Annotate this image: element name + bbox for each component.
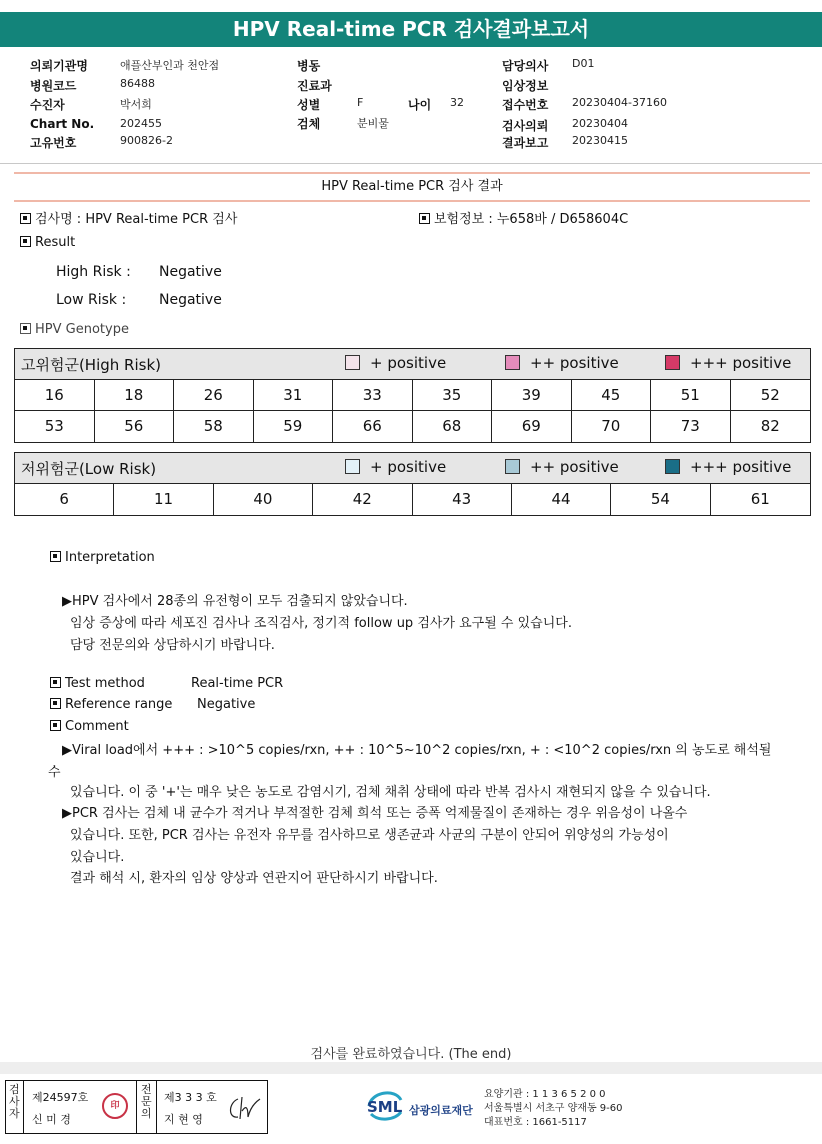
receipt-no-label: 접수번호 — [502, 98, 549, 112]
unique-no-value: 900826-2 — [120, 134, 173, 147]
test-method-value: Real-time PCR — [191, 676, 284, 691]
comment-line: 있습니다. 또한, PCR 검사는 유전자 유무를 검사하므로 생존균과 사균의 구분이 안되어 위양성의 가능성이 — [70, 828, 669, 843]
bullet-square-icon — [20, 213, 31, 224]
sex-label: 성별 — [297, 98, 321, 112]
high-risk-grid — [15, 380, 810, 442]
low-risk-title: 저위험군(Low Risk) — [21, 460, 157, 478]
section-title: HPV Real-time PCR 검사 결과 — [14, 172, 810, 202]
legend-swatch-icon — [505, 459, 520, 474]
org-line: 서울특별시 서초구 양재동 9-60 — [484, 1103, 623, 1114]
high-risk-header — [15, 349, 810, 380]
sex-value: F — [357, 96, 364, 109]
high-risk-label: High Risk : — [56, 264, 131, 280]
org-line: 대표번호 : 1661-5117 — [484, 1117, 587, 1128]
specimen-label: 검체 — [297, 117, 321, 131]
receipt-no-value: 20230404-37160 — [572, 96, 667, 109]
legend-plus-plus — [505, 354, 619, 372]
logo-text: SML — [367, 1098, 403, 1116]
genotype-cell: 42 — [313, 484, 412, 515]
legend-plus — [345, 458, 446, 476]
comment-label: Comment — [65, 719, 129, 734]
high-risk-table — [14, 348, 811, 443]
request-date-value: 20230404 — [572, 117, 628, 130]
specimen-value: 분비물 — [357, 117, 389, 130]
low-risk-grid — [15, 484, 810, 515]
comment-line: 결과 해석 시, 환자의 임상 양상과 연관지어 판단하시기 바랍니다. — [70, 871, 438, 886]
tester-label: 검사자 — [9, 1083, 20, 1120]
legend-plus-plus-plus — [665, 458, 791, 476]
legend-label: +++ positive — [690, 458, 792, 476]
org-info — [484, 1088, 623, 1130]
genotype-cell: 59 — [254, 411, 334, 442]
ward-label: 병동 — [297, 59, 321, 73]
reference-label: Reference range — [65, 697, 173, 712]
hospital-name-label: 의뢰기관명 — [30, 59, 88, 73]
org-name: 삼광의료재단 — [409, 1104, 473, 1117]
report-date-label: 결과보고 — [502, 136, 549, 150]
high-risk-value: Negative — [159, 264, 222, 280]
genotype-cell: 66 — [333, 411, 413, 442]
genotype-cell: 40 — [214, 484, 313, 515]
interpretation-line: 담당 전문의와 상담하시기 바랍니다. — [70, 638, 275, 653]
comment-line: ▶PCR 검사는 검체 내 균수가 적거나 부적절한 검체 희석 또는 증폭 억제물질이 존재하는 경우 위음성이 나올수 — [62, 806, 688, 821]
genotype-cell: 53 — [15, 411, 95, 442]
legend-swatch-icon — [665, 459, 680, 474]
genotype-cell: 18 — [95, 380, 175, 411]
result-heading — [20, 235, 75, 250]
genotype-cell: 45 — [572, 380, 652, 411]
tester-license: 제24597호 — [32, 1091, 89, 1104]
tester-name: 신 미 경 — [32, 1113, 71, 1126]
comment-line: 있습니다. 이 중 '+'는 매우 낮은 농도로 감염시기, 검체 채취 상태에 따라 반복 검사시 재현되지 않을 수 있습니다. — [70, 785, 711, 800]
genotype-heading — [20, 322, 129, 337]
patient-name-label: 수진자 — [30, 98, 65, 112]
bullet-square-icon — [20, 236, 31, 247]
low-risk-table — [14, 452, 811, 516]
org-line: 요양기관 : 1 1 3 6 5 2 0 0 — [484, 1089, 606, 1100]
divider — [156, 1081, 157, 1133]
chart-no-label: Chart No. — [30, 117, 95, 131]
test-name — [20, 208, 237, 227]
hospital-code-value: 86488 — [120, 77, 155, 90]
hospital-code-label: 병원코드 — [30, 79, 77, 93]
header-divider — [0, 163, 822, 164]
test-name-text: 검사명 : HPV Real-time PCR 검사 — [35, 212, 238, 227]
low-risk-value: Negative — [159, 292, 222, 308]
reference-range — [50, 697, 172, 712]
bullet-square-icon — [20, 323, 31, 334]
doctor-label: 담당의사 — [502, 59, 549, 73]
genotype-cell: 69 — [492, 411, 572, 442]
hospital-name-value: 애플산부인과 천안점 — [120, 59, 220, 72]
comment-line: ▶Viral load에서 +++ : >10^5 copies/rxn, ++ : 10^5~10^2 copies/rxn, + : <10^2 copies/rxn 의 농도로 해석될 — [62, 743, 772, 758]
unique-no-label: 고유번호 — [30, 136, 77, 150]
genotype-cell: 51 — [651, 380, 731, 411]
signature-icon — [224, 1093, 264, 1123]
genotype-cell: 11 — [114, 484, 213, 515]
clinical-info-label: 임상정보 — [502, 79, 549, 93]
doctor-label: 전문의 — [141, 1083, 152, 1120]
age-label: 나이 — [408, 98, 432, 112]
low-risk-label: Low Risk : — [56, 292, 127, 308]
signature-box — [5, 1080, 268, 1134]
legend-label: + positive — [370, 354, 447, 372]
genotype-cell: 43 — [413, 484, 512, 515]
reference-value: Negative — [197, 697, 256, 712]
genotype-cell: 82 — [760, 417, 780, 435]
genotype-cell: 35 — [413, 380, 493, 411]
result-label: Result — [35, 235, 76, 250]
insurance-text: 보험정보 : 누658바 / D658604C — [434, 212, 629, 227]
divider — [136, 1081, 137, 1133]
report-title: HPV Real-time PCR 검사결과보고서 — [0, 12, 822, 47]
genotype-cell: 54 — [611, 484, 710, 515]
interpretation-label: Interpretation — [65, 550, 155, 565]
test-method — [50, 676, 145, 691]
genotype-cell: 31 — [254, 380, 334, 411]
genotype-cell: 33 — [333, 380, 413, 411]
chart-no-value: 202455 — [120, 117, 162, 130]
comment-line: 수 — [48, 765, 61, 780]
genotype-cell: 58 — [174, 411, 254, 442]
sml-logo — [365, 1086, 480, 1126]
genotype-cell: 56 — [95, 411, 175, 442]
request-date-label: 검사의뢰 — [502, 119, 549, 133]
legend-label: ++ positive — [530, 458, 619, 476]
low-risk-header — [15, 453, 810, 484]
genotype-cell: 73 — [651, 411, 731, 442]
end-text: 검사를 완료하였습니다. (The end) — [310, 1047, 512, 1062]
genotype-cell: 6 — [15, 484, 114, 515]
legend-swatch-icon — [665, 355, 680, 370]
genotype-cell: 39 — [492, 380, 572, 411]
bullet-square-icon — [50, 677, 61, 688]
interpretation-line: 임상 증상에 따라 세포진 검사나 조직검사, 정기적 follow up 검사가 요구될 수 있습니다. — [70, 616, 572, 631]
legend-label: ++ positive — [530, 354, 619, 372]
genotype-cell: 44 — [512, 484, 611, 515]
genotype-cell: 52 — [731, 380, 811, 411]
report-date-value: 20230415 — [572, 134, 628, 147]
footer-band — [0, 1062, 822, 1074]
legend-label: +++ positive — [690, 354, 792, 372]
legend-swatch-icon — [345, 459, 360, 474]
genotype-cell: 61 — [750, 490, 770, 508]
bullet-square-icon — [50, 551, 61, 562]
legend-swatch-icon — [505, 355, 520, 370]
bullet-square-icon — [50, 698, 61, 709]
legend-plus-plus-plus — [665, 354, 791, 372]
test-method-label: Test method — [65, 676, 145, 691]
divider — [23, 1081, 24, 1133]
bullet-square-icon — [50, 720, 61, 731]
legend-label: + positive — [370, 458, 447, 476]
insurance-info — [419, 208, 628, 227]
legend-plus — [345, 354, 446, 372]
doctor-value: D01 — [572, 57, 595, 70]
genotype-cell: 16 — [15, 380, 95, 411]
genotype-cell: 70 — [572, 411, 652, 442]
age-value: 32 — [450, 96, 464, 109]
interpretation-line: ▶HPV 검사에서 28종의 유전형이 모두 검출되지 않았습니다. — [62, 594, 408, 609]
bullet-square-icon — [419, 213, 430, 224]
genotype-label: HPV Genotype — [35, 322, 129, 337]
legend-swatch-icon — [345, 355, 360, 370]
legend-plus-plus — [505, 458, 619, 476]
interpretation-heading — [50, 550, 155, 565]
genotype-cell: 26 — [174, 380, 254, 411]
high-risk-title: 고위험군(High Risk) — [21, 356, 161, 374]
comment-line: 있습니다. — [70, 850, 125, 865]
doctor-name: 지 현 영 — [164, 1113, 203, 1126]
department-label: 진료과 — [297, 79, 332, 93]
comment-heading — [50, 719, 129, 734]
patient-name-value: 박서희 — [120, 98, 152, 111]
doctor-license: 제3 3 3 호 — [164, 1091, 217, 1104]
seal-stamp-icon: 印 — [102, 1093, 128, 1119]
genotype-cell: 68 — [413, 411, 493, 442]
